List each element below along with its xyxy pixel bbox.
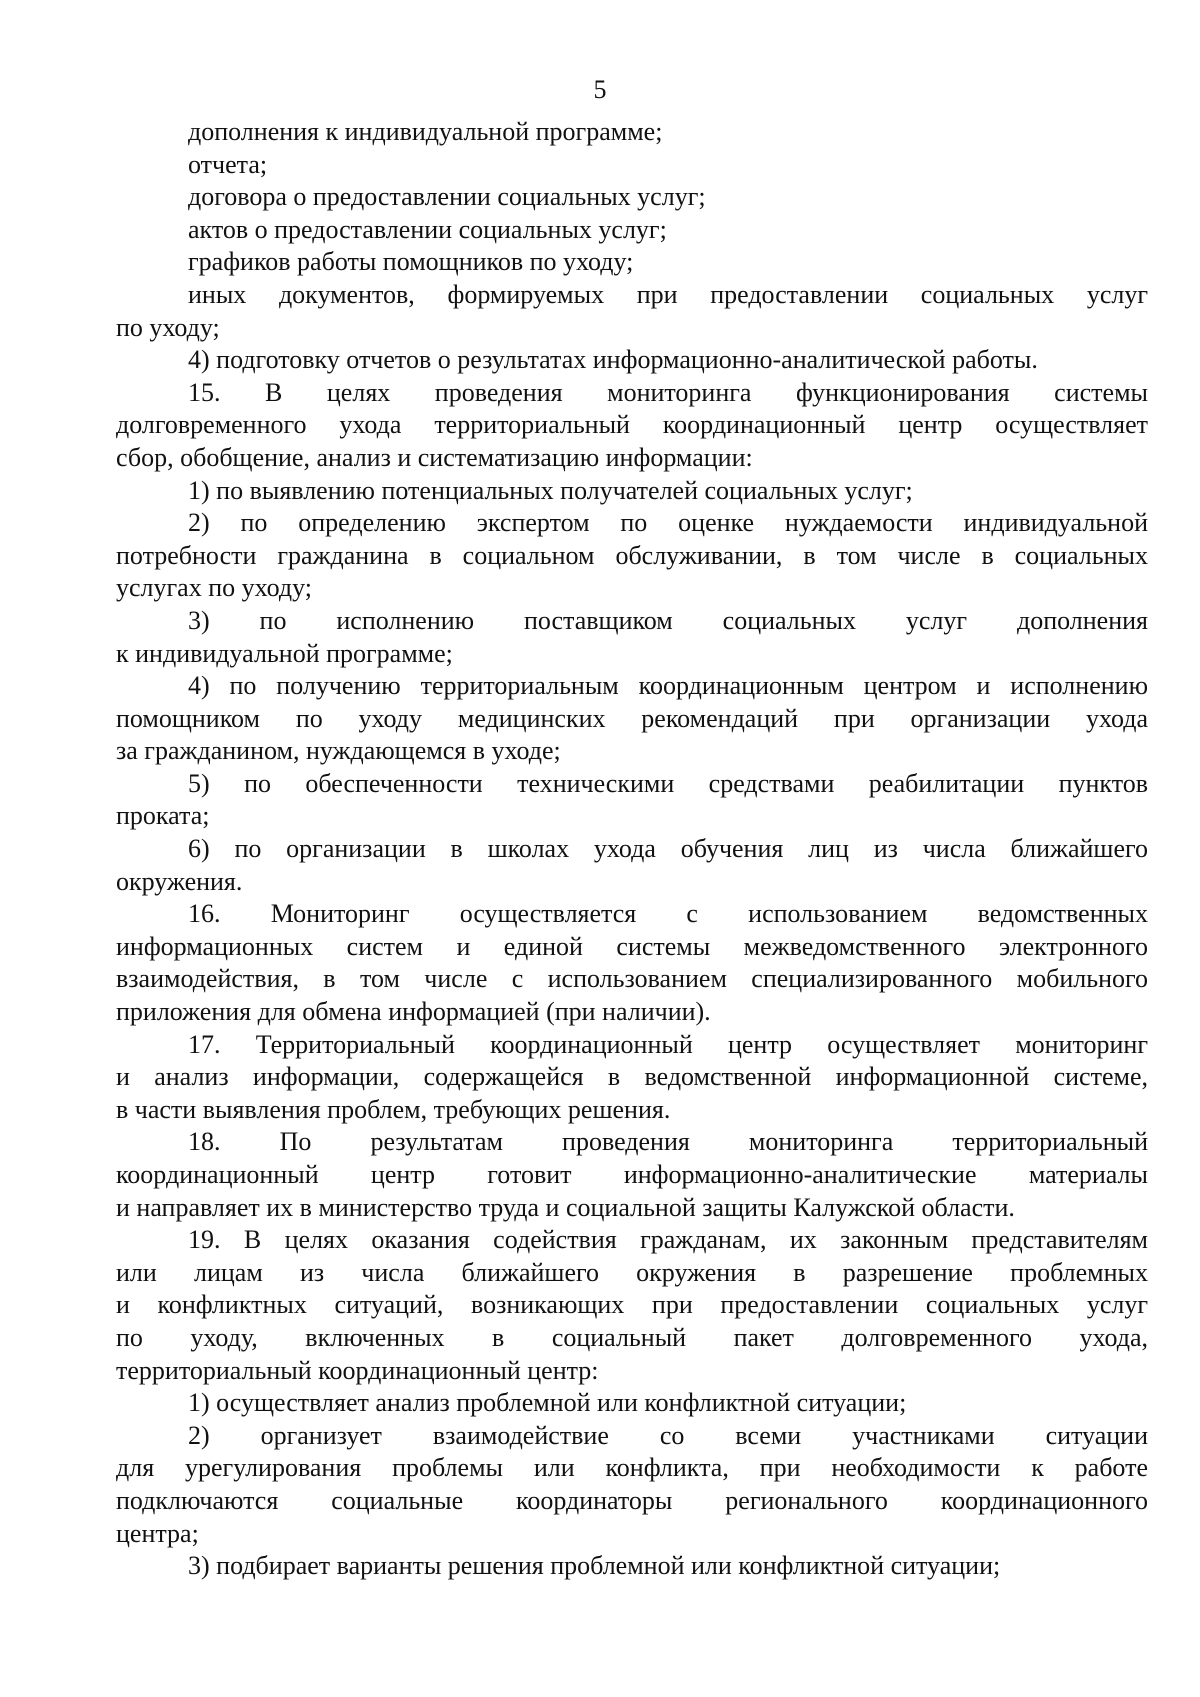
text-line: 17. Территориальный координационный центр осуществляет мониторинг — [188, 1029, 1148, 1059]
page-number: 5 — [593, 75, 607, 104]
text-line: или лицам из числа ближайшего окружения в разрешение проблемных — [116, 1257, 1148, 1287]
text-line: взаимодействия, в том числе с использованием специализированного мобильного — [116, 964, 1148, 994]
text-line: 5) по обеспеченности техническими средствами реабилитации пунктов — [188, 768, 1148, 798]
text-line: услугах по уходу; — [116, 573, 313, 603]
text-line: 2) организует взаимодействие со всеми участниками ситуации — [188, 1420, 1148, 1450]
text-line: 15. В целях проведения мониторинга функционирования системы — [188, 377, 1148, 407]
text-line: 16. Мониторинг осуществляется с использованием ведомственных — [188, 899, 1148, 929]
text-line: дополнения к индивидуальной программе; — [188, 117, 663, 146]
text-line: за гражданином, нуждающемся в уходе; — [116, 736, 561, 766]
text-line: договора о предоставлении социальных услуг; — [188, 182, 706, 212]
text-line: и анализ информации, содержащейся в ведомственной информационной системе, — [116, 1062, 1148, 1092]
text-line: 4) подготовку отчетов о результатах информационно-аналитической работы. — [188, 345, 1038, 375]
document-body — [116, 116, 1148, 1583]
text-line: 3) подбирает варианты решения проблемной или конфликтной ситуации; — [188, 1551, 1001, 1581]
text-line: в части выявления проблем, требующих решения. — [116, 1094, 671, 1124]
text-line: по уходу; — [116, 312, 220, 342]
text-line: 6) по организации в школах ухода обучения лиц из числа ближайшего — [188, 834, 1148, 864]
text-line: к индивидуальной программе; — [116, 638, 453, 668]
text-line: 19. В целях оказания содействия гражданам, их законным представителям — [188, 1225, 1148, 1255]
text-line: иных документов, формируемых при предоставлении социальных услуг — [188, 279, 1148, 309]
text-line: актов о предоставлении социальных услуг; — [188, 214, 667, 244]
text-line: долговременного ухода территориальный координационный центр осуществляет — [116, 410, 1148, 440]
text-line: территориальный координационный центр: — [116, 1355, 599, 1385]
text-line: проката; — [116, 801, 210, 831]
text-line: 1) по выявлению потенциальных получателей социальных услуг; — [188, 475, 913, 505]
text-line: центра; — [116, 1518, 199, 1548]
text-line: окружения. — [116, 866, 243, 896]
text-line: по уходу, включенных в социальный пакет долговременного ухода, — [116, 1322, 1148, 1352]
text-line: 2) по определению экспертом по оценке нуждаемости индивидуальной — [188, 508, 1148, 538]
text-line: 18. По результатам проведения мониторинга территориальный — [188, 1127, 1148, 1157]
text-line: и конфликтных ситуаций, возникающих при предоставлении социальных услуг — [116, 1290, 1148, 1320]
text-line: 3) по исполнению поставщиком социальных услуг дополнения — [188, 605, 1148, 635]
text-line: 4) по получению территориальным координационным центром и исполнению — [188, 671, 1148, 701]
text-line: для урегулирования проблемы или конфликта, при необходимости к работе — [116, 1453, 1148, 1483]
text-line: приложения для обмена информацией (при наличии). — [116, 997, 711, 1027]
text-line: графиков работы помощников по уходу; — [188, 247, 634, 277]
text-line: координационный центр готовит информационно-аналитические материалы — [116, 1160, 1148, 1189]
text-line: сбор, обобщение, анализ и систематизацию информации: — [116, 442, 753, 472]
text-line: подключаются социальные координаторы регионального координационного — [116, 1485, 1148, 1515]
text-line: потребности гражданина в социальном обслуживании, в том числе в социальных — [116, 540, 1148, 570]
text-line: отчета; — [188, 149, 268, 179]
text-line: 1) осуществляет анализ проблемной или конфликтной ситуации; — [188, 1388, 907, 1418]
text-line: помощником по уходу медицинских рекомендаций при организации ухода — [116, 703, 1148, 733]
text-line: информационных систем и единой системы межведомственного электронного — [116, 931, 1148, 961]
text-line: и направляет их в министерство труда и социальной защиты Калужской области. — [116, 1192, 1015, 1222]
